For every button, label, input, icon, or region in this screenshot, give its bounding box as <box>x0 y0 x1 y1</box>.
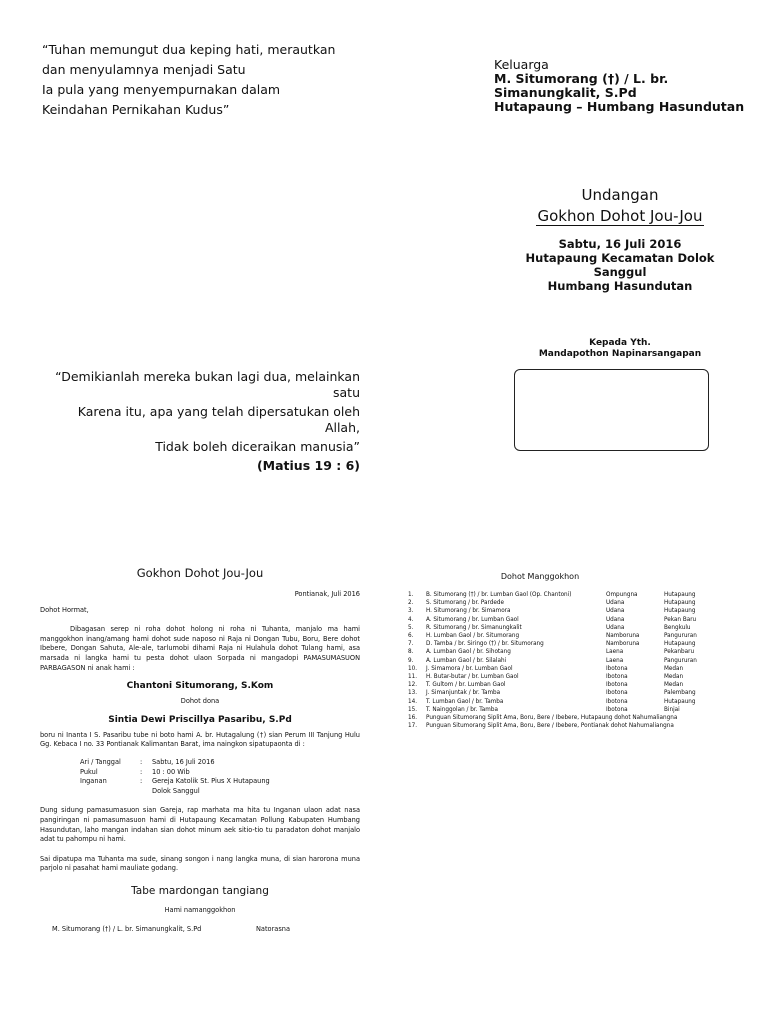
guest-role: Laena <box>606 649 624 656</box>
row-number: 4. <box>408 616 414 623</box>
row-number: 17. <box>408 723 418 730</box>
list-item <box>408 599 748 607</box>
guest-name: T. Gultom / br. Lumban Gaol <box>426 682 506 689</box>
signatory-role: Natorasna <box>256 925 290 934</box>
place-date: Pontianak, Juli 2016 <box>294 590 360 598</box>
guest-role: Ibotona <box>606 665 628 672</box>
guest-role: Udana <box>606 600 625 607</box>
opening-quote <box>42 40 372 120</box>
row-number: 10. <box>408 665 418 672</box>
list-item <box>408 698 748 706</box>
guest-name: J. Simanjuntak / br. Tamba <box>426 690 501 697</box>
signature-label: Hami namanggokhon <box>164 905 236 914</box>
row-number: 2. <box>408 600 414 607</box>
list-item <box>408 648 748 656</box>
guest-name: A. Lumban Gaol / br. Sihotang <box>426 649 511 656</box>
list-item <box>408 640 748 648</box>
row-number: 5. <box>408 624 414 631</box>
guest-role: Ompungna <box>606 592 638 598</box>
kepada-line: Kepada Yth. <box>589 338 651 348</box>
invitation-title: Undangan <box>581 186 659 204</box>
guest-place: Pekan Baru <box>664 616 697 623</box>
detail-row: Ari / Tanggal : Sabtu, 16 Juli 2016 <box>80 758 310 768</box>
guest-role: Namboruna <box>606 633 640 640</box>
list-item <box>408 714 748 722</box>
list-item <box>408 657 748 665</box>
greeting: Dohot Hormat, <box>40 605 89 614</box>
detail-label <box>80 787 140 797</box>
guest-name: H. Lumban Gaol / br. Situmorang <box>426 633 520 640</box>
guest-place: Hutapaung <box>664 608 696 615</box>
guest-role: Namboruna <box>606 641 640 648</box>
guest-name: T. Lumban Gaol / br. Tamba <box>426 698 504 705</box>
event-region: Humbang Hasundutan <box>547 279 693 293</box>
quote-line: Ia pula yang menyempurnakan dalam <box>42 82 281 97</box>
guest-place: Palembang <box>664 690 696 697</box>
quote-reference: (Matius 19 : 6) <box>256 458 360 473</box>
guest-role: Laena <box>606 657 624 664</box>
guest-role: Ibotona <box>606 706 628 713</box>
row-number: 14. <box>408 698 418 705</box>
guest-name: A. Lumban Gaol / br. Silalahi <box>426 657 507 664</box>
detail-value: Dolok Sanggul <box>152 786 200 795</box>
letter-paragraph: boru ni Inanta I S. Pasaribu tube ni boto hami A. br. Hutagalung (†) sian Perum III Tanjung Hulu Gg. Kebaca I no. 33 Pontianak Kalimantan Barat, ima naingkon sipatupaonta di : <box>40 730 360 749</box>
guest-role: Ibotona <box>606 690 628 697</box>
guest-role: Ibotona <box>606 674 628 681</box>
conjunction: Dohot dona <box>180 697 220 706</box>
bride-name: Sintia Dewi Priscillya Pasaribu, S.Pd <box>108 714 292 725</box>
signatory-name: M. Situmorang (†) / L. br. Simanungkalit, S.Pd <box>52 925 202 934</box>
list-item <box>408 706 748 714</box>
guest-group: Punguan Situmorang Siplit Ama, Boru, Bere / Ibebere, Pontianak dohot Nahumaliangna <box>426 723 674 730</box>
guest-place: Medan <box>664 682 684 689</box>
quote-line: Tidak boleh diceraikan manusia” <box>155 439 360 454</box>
event-date: Sabtu, 16 Juli 2016 <box>558 237 682 251</box>
detail-row: Pukul : 10 : 00 Wib <box>80 768 310 778</box>
row-number: 1. <box>408 592 414 598</box>
quote-line: “Demikianlah mereka bukan lagi dua, melainkan satu <box>55 369 360 400</box>
detail-label: Inganan <box>80 777 107 786</box>
list-item <box>408 681 748 689</box>
letter-paragraph: Sai dipatupa ma Tuhanta ma sude, sinang songon i nang langka muna, di sian harorona muna parjolo ni pasahat hami mauliate godang. <box>40 854 360 873</box>
detail-value: Gereja Katolik St. Pius X Hutapaung <box>152 777 270 786</box>
list-item <box>408 591 748 599</box>
guest-name: J. Simamora / br. Lumban Gaol <box>426 665 513 672</box>
family-line: M. Situmorang (†) / L. br. <box>494 71 669 86</box>
row-number: 3. <box>408 608 414 615</box>
guest-place: Hutapaung <box>664 698 696 705</box>
detail-value: 10 : 00 Wib <box>152 767 190 776</box>
row-number: 16. <box>408 715 418 722</box>
groom-name: Chantoni Situmorang, S.Kom <box>126 681 274 692</box>
guest-name: S. Situmorang / br. Pardede <box>426 600 504 607</box>
guest-role: Ibotona <box>606 682 628 689</box>
list-item <box>408 722 748 730</box>
family-line: Simanungkalit, S.Pd <box>494 85 637 100</box>
guest-group: Punguan Situmorang Siplit Ama, Boru, Bere / Ibebere, Hutapaung dohot Nahumaliangna <box>426 715 678 722</box>
guest-name: H. Situmorang / br. Simamora <box>426 608 511 615</box>
guest-name: T. Nainggolan / br. Tamba <box>426 706 498 713</box>
row-number: 9. <box>408 657 414 664</box>
signature-row <box>40 925 360 935</box>
detail-row <box>80 787 310 797</box>
closing-phrase: Tabe mardongan tangiang <box>131 884 269 897</box>
family-line: Hutapaung – Humbang Hasundutan <box>494 99 745 114</box>
address-box <box>514 369 709 451</box>
event-place: Hutapaung Kecamatan Dolok <box>525 251 715 265</box>
letter-paragraph: Dibagasan serep ni roha dohot holong ni roha ni Tuhanta, manjalo ma hami manggokhon inang/amang hami dohot sude naposo ni Raja ni Dongan Tubu, Boru, Bere dohot Ibebere, Dongan Sahuta, Ale-ale, tarlumobi dihami Raja ni Hulahula dohot Tulang hami, asa marsada ni langka hami tu pesta dohot ulaon Sorpada ni mangadopi PAMASUMASUON PARBAGASON ni anak hami : <box>40 625 360 672</box>
row-number: 8. <box>408 649 414 656</box>
subtitle-text: Gokhon Dohot Jou-Jou <box>537 207 703 225</box>
guest-place: Binjai <box>664 706 680 713</box>
guest-place: Pangururan <box>664 657 697 664</box>
guest-role: Udana <box>606 608 625 615</box>
guest-name: B. Situmorang (†) / br. Lumban Gaol (Op. Chantoni) <box>426 592 572 598</box>
detail-label: Ari / Tanggal <box>80 757 121 766</box>
guest-name: A. Situmorang / br. Lumban Gaol <box>426 616 519 623</box>
guest-name: H. Butar-butar / br. Lumban Gaol <box>426 674 519 681</box>
letter-paragraph: Dung sidung pamasumasuon sian Gareja, rap marhata ma hita tu Inganan ulaon adat nasa pangiringan ni pamasumasuon hami di Hutapaung Kecamatan Pollung Kabupaten Humbang Hasundutan, laho mangan indahan sian dohot minum aek sitio-tio tu paradaton dohot manjalo adat tu pahompu ni hami. <box>40 806 360 844</box>
guest-role: Ibotona <box>606 698 628 705</box>
guest-place: Hutapaung <box>664 600 696 607</box>
guest-place: Medan <box>664 674 684 681</box>
invitation-subtitle <box>470 206 768 226</box>
row-number: 6. <box>408 633 414 640</box>
guest-place: Hutapaung <box>664 641 696 648</box>
event-info <box>470 237 768 293</box>
family-block <box>494 58 754 114</box>
guest-place: Medan <box>664 665 684 672</box>
quote-line: Karena itu, apa yang telah dipersatukan oleh Allah, <box>77 404 360 435</box>
list-item <box>408 632 748 640</box>
letter-body <box>40 590 360 935</box>
list-item <box>408 673 748 681</box>
row-number: 12. <box>408 682 418 689</box>
guest-role: Udana <box>606 624 625 631</box>
detail-value: Sabtu, 16 Juli 2016 <box>152 757 215 766</box>
list-item <box>408 607 748 615</box>
letter-title: Gokhon Dohot Jou-Jou <box>136 566 264 580</box>
bible-quote <box>40 369 360 474</box>
kepada-line: Mandapothon Napinarsangapan <box>538 349 702 359</box>
guest-list-title: Dohot Manggokhon <box>500 572 580 581</box>
row-number: 7. <box>408 641 414 648</box>
row-number: 13. <box>408 690 418 697</box>
list-item <box>408 616 748 624</box>
list-item <box>408 624 748 632</box>
guest-list <box>408 591 748 730</box>
guest-name: R. Situmorang / br. Simanungkalit <box>426 624 522 631</box>
guest-place: Pekanbaru <box>664 649 695 656</box>
family-label: Keluarga <box>494 57 549 72</box>
list-item <box>408 665 748 673</box>
quote-line: dan menyulamnya menjadi Satu <box>42 62 246 77</box>
guest-place: Hutapaung <box>664 592 696 598</box>
guest-role: Udana <box>606 616 625 623</box>
event-details <box>40 758 360 796</box>
detail-row: Inganan : Gereja Katolik St. Pius X Hutapaung <box>80 777 310 787</box>
guest-place: Bengkulu <box>664 624 691 631</box>
quote-line: “Tuhan memungut dua keping hati, merautkan <box>42 42 336 57</box>
row-number: 11. <box>408 674 418 681</box>
guest-place: Pangururan <box>664 633 697 640</box>
list-item <box>408 689 748 697</box>
event-place: Sanggul <box>593 265 647 279</box>
detail-label: Pukul <box>80 767 98 776</box>
quote-line: Keindahan Pernikahan Kudus” <box>42 102 230 117</box>
row-number: 15. <box>408 706 418 713</box>
addressee-heading <box>470 338 768 360</box>
guest-name: D. Tamba / br. Siringo (†) / br. Situmorang <box>426 641 544 648</box>
